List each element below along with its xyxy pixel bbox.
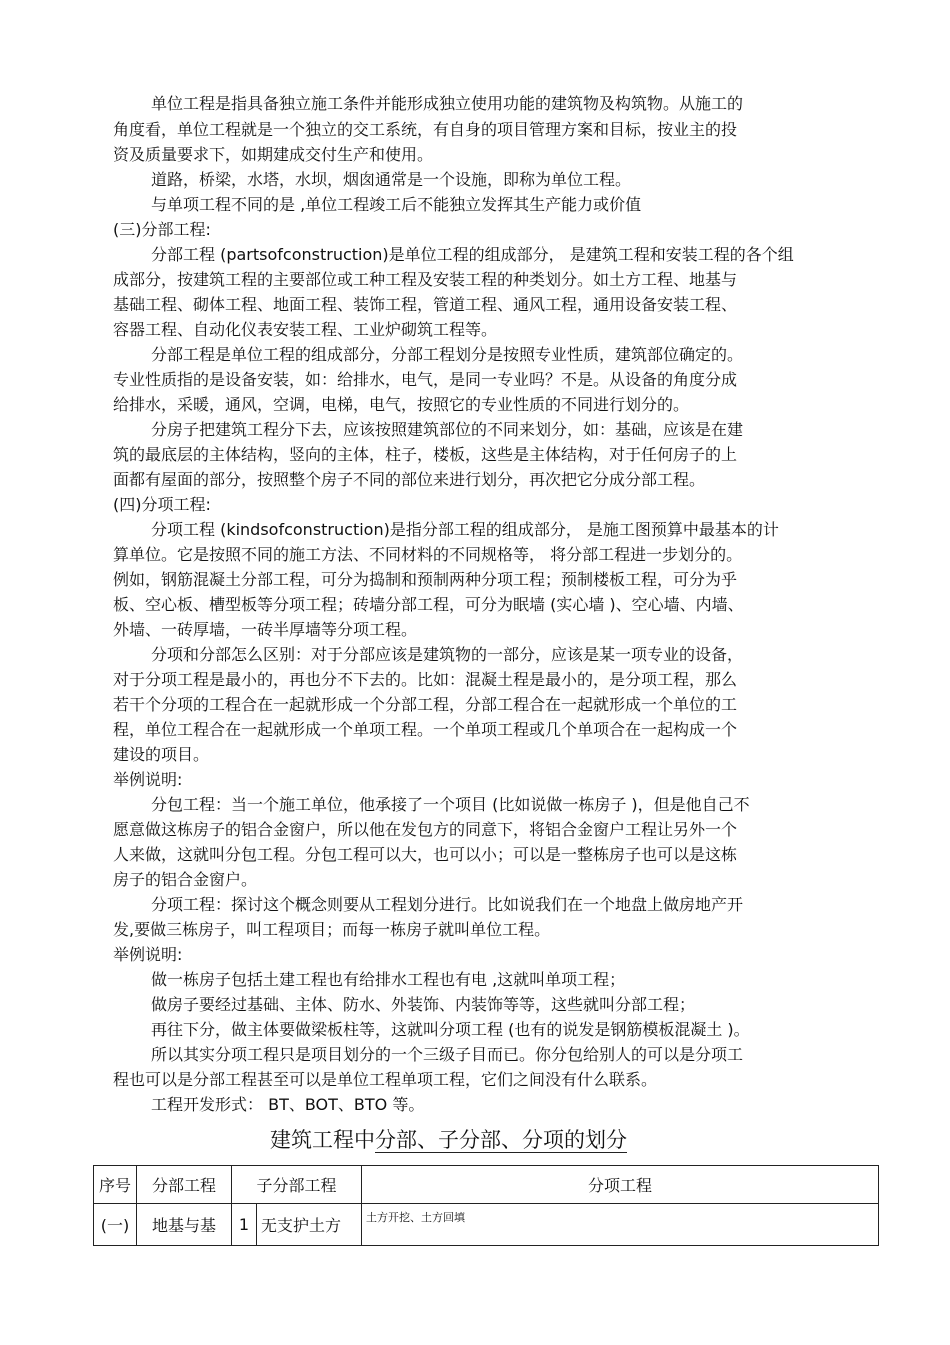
header-subdivision: 子分部工程 bbox=[232, 1166, 362, 1204]
text-line: 板、空心板、槽型板等分项工程；砖墙分部工程，可分为眠墙 (实心墙 )、空心墙、内墙、 bbox=[113, 595, 744, 614]
text-line: 做一栋房子包括土建工程也有给排水工程也有电 ,这就叫单项工程； bbox=[151, 970, 626, 989]
text-line: 单位工程是指具备独立施工条件并能形成独立使用功能的建筑物及构筑物。从施工的 bbox=[151, 94, 744, 113]
text-line: 外墙、一砖厚墙，一砖半厚墙等分项工程。 bbox=[113, 620, 418, 639]
text-line: 做房子要经过基础、主体、防水、外装饰、内装饰等等，这些就叫分部工程； bbox=[151, 995, 696, 1014]
text-line: 道路，桥梁，水塔，水坝，烟囱通常是一个设施，即称为单位工程。 bbox=[151, 170, 632, 189]
text-line: 分房子把建筑工程分下去，应该按照建筑部位的不同来划分，如：基础，应该是在建 bbox=[151, 420, 744, 439]
table-row bbox=[94, 1204, 879, 1246]
text-line: 成部分，按建筑工程的主要部位或工种工程及安装工程的种类划分。如土方工程、地基与 bbox=[113, 270, 738, 289]
text-line: 角度看，单位工程就是一个独立的交工系统，有自身的项目管理方案和目标，按业主的投 bbox=[113, 120, 738, 139]
cell-subitems: 土方开挖、土方回填 bbox=[362, 1204, 879, 1246]
text-line: 发,要做三栋房子，叫工程项目；而每一栋房子就叫单位工程。 bbox=[113, 920, 551, 939]
text-line: 再往下分，做主体要做梁板柱等，这就叫分项工程 (也有的说发是钢筋模板混凝土 )。 bbox=[151, 1020, 750, 1039]
text-line: 建设的项目。 bbox=[113, 745, 210, 764]
table-title-underlined: 分部、子分部、分项的划分 bbox=[375, 1128, 627, 1152]
text-line: 分包工程：当一个施工单位，他承接了一个项目 (比如说做一栋房子 )，但是他自己不 bbox=[151, 795, 750, 814]
section-heading: (三)分部工程: bbox=[113, 220, 211, 239]
header-division: 分部工程 bbox=[137, 1166, 232, 1204]
text-line: 所以其实分项工程只是项目划分的一个三级子目而已。你分包给别人的可以是分项工 bbox=[151, 1045, 744, 1064]
text-line: 基础工程、砌体工程、地面工程、装饰工程，管道工程、通风工程，通用设备安装工程、 bbox=[113, 295, 738, 314]
cell-subdivision-number: 1 bbox=[232, 1204, 257, 1246]
text-line: 专业性质指的是设备安装，如：给排水，电气，是同一专业吗？不是。从设备的角度分成 bbox=[113, 370, 738, 389]
cell-index: (一) bbox=[94, 1204, 137, 1246]
text-line: 分项工程：探讨这个概念则要从工程划分进行。比如说我们在一个地盘上做房地产开 bbox=[151, 895, 744, 914]
section-heading: 举例说明: bbox=[113, 945, 183, 964]
text-line: 算单位。它是按照不同的施工方法、不同材料的不同规格等， 将分部工程进一步划分的。 bbox=[113, 545, 743, 564]
text-line: 与单项工程不同的是 ,单位工程竣工后不能独立发挥其生产能力或价值 bbox=[151, 195, 642, 214]
table-header-row bbox=[94, 1166, 879, 1204]
text-line: 给排水，采暖，通风，空调，电梯，电气，按照它的专业性质的不同进行划分的。 bbox=[113, 395, 690, 414]
table-title bbox=[270, 1127, 627, 1153]
division-table bbox=[93, 1165, 879, 1246]
text-line: 资及质量要求下，如期建成交付生产和使用。 bbox=[113, 145, 434, 164]
text-line: 程也可以是分部工程甚至可以是单位工程单项工程，它们之间没有什么联系。 bbox=[113, 1070, 658, 1089]
text-line: 房子的铝合金窗户。 bbox=[113, 870, 258, 889]
text-line: 面都有屋面的部分，按照整个房子不同的部位来进行划分，再次把它分成分部工程。 bbox=[113, 470, 706, 489]
cell-subdivision: 无支护土方 bbox=[257, 1204, 362, 1246]
header-subitem: 分项工程 bbox=[362, 1166, 879, 1204]
section-heading: (四)分项工程: bbox=[113, 495, 211, 514]
table-title-part: 建筑工程中 bbox=[270, 1128, 375, 1152]
text-line: 程，单位工程合在一起就形成一个单项工程。一个单项工程或几个单项合在一起构成一个 bbox=[113, 720, 738, 739]
cell-division: 地基与基 bbox=[137, 1204, 232, 1246]
text-line: 例如，钢筋混凝土分部工程，可分为捣制和预制两种分项工程；预制楼板工程，可分为乎 bbox=[113, 570, 738, 589]
header-index: 序号 bbox=[94, 1166, 137, 1204]
text-line: 分部工程 (partsofconstruction)是单位工程的组成部分， 是建筑工程和安装工程的各个组 bbox=[151, 245, 794, 264]
text-line: 对于分项工程是最小的，再也分不下去的。比如：混凝土程是最小的，是分项工程，那么 bbox=[113, 670, 738, 689]
text-line: 容器工程、自动化仪表安装工程、工业炉砌筑工程等。 bbox=[113, 320, 498, 339]
text-line: 分部工程是单位工程的组成部分，分部工程划分是按照专业性质，建筑部位确定的。 bbox=[151, 345, 744, 364]
text-line: 人来做，这就叫分包工程。分包工程可以大，也可以小；可以是一整栋房子也可以是这栋 bbox=[113, 845, 738, 864]
section-heading: 举例说明: bbox=[113, 770, 183, 789]
text-line: 分项和分部怎么区别：对于分部应该是建筑物的一部分，应该是某一项专业的设备， bbox=[151, 645, 744, 664]
text-line: 工程开发形式： BT、BOT、BTO 等。 bbox=[151, 1095, 425, 1114]
text-line: 分项工程 (kindsofconstruction)是指分部工程的组成部分， 是施工图预算中最基本的计 bbox=[151, 520, 779, 539]
text-line: 若干个分项的工程合在一起就形成一个分部工程，分部工程合在一起就形成一个单位的工 bbox=[113, 695, 738, 714]
text-line: 筑的最底层的主体结构，竖向的主体，柱子，楼板，这些是主体结构，对于任何房子的上 bbox=[113, 445, 738, 464]
text-line: 愿意做这栋房子的铝合金窗户，所以他在发包方的同意下，将铝合金窗户工程让另外一个 bbox=[113, 820, 738, 839]
